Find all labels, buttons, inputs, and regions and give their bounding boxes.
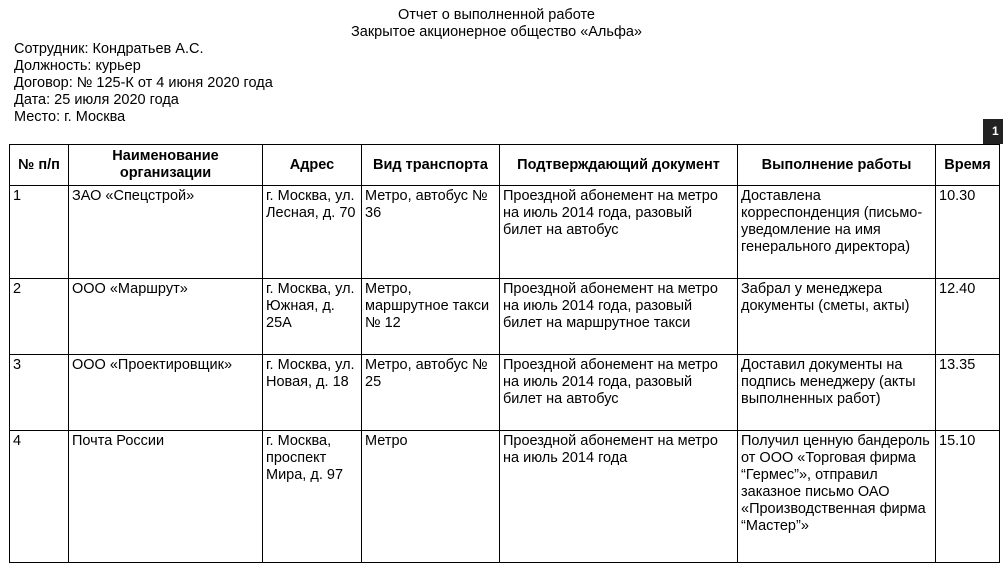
- cell-address: г. Москва, ул. Новая, д. 18: [263, 355, 362, 431]
- table-header-row: [10, 145, 1000, 186]
- cell-organization: ООО «Проектировщик»: [69, 355, 263, 431]
- cell-address: г. Москва, ул. Лесная, д. 70: [263, 186, 362, 279]
- header-transport: Вид транспорта: [362, 145, 500, 186]
- header-work: Выполнение работы: [738, 145, 936, 186]
- cell-document: Проездной абонемент на метро на июль 2014 года, разовый билет на маршрутное такси: [500, 279, 738, 355]
- cell-number: 3: [10, 355, 69, 431]
- cell-work: Получил ценную бандероль от ООО «Торговая фирма “Гермес”», отправил заказное письмо ОАО «Производственная фирма “Мастер”»: [738, 431, 936, 563]
- cell-time: 13.35: [936, 355, 1000, 431]
- place-line: Место: г. Москва: [14, 109, 126, 125]
- cell-number: 2: [10, 279, 69, 355]
- table-row: [10, 431, 1000, 563]
- cell-address: г. Москва, ул. Южная, д. 25А: [263, 279, 362, 355]
- cell-time: 12.40: [936, 279, 1000, 355]
- table-row: [10, 355, 1000, 431]
- cell-document: Проездной абонемент на метро на июль 2014 года, разовый билет на автобус: [500, 186, 738, 279]
- header-time: Время: [936, 145, 1000, 186]
- employee-line: Сотрудник: Кондратьев А.С.: [14, 41, 204, 57]
- cell-number: 1: [10, 186, 69, 279]
- cell-number: 4: [10, 431, 69, 563]
- cell-organization: Почта России: [69, 431, 263, 563]
- header-organization: Наименование организации: [69, 145, 263, 186]
- table-row: [10, 186, 1000, 279]
- header-document: Подтверждающий документ: [500, 145, 738, 186]
- cell-work: Доставил документы на подпись менеджеру (акты выполненных работ): [738, 355, 936, 431]
- cell-transport: Метро, автобус № 36: [362, 186, 500, 279]
- report-title: Отчет о выполненной работе: [397, 7, 595, 23]
- cell-transport: Метро, автобус № 25: [362, 355, 500, 431]
- cell-document: Проездной абонемент на метро на июль 2014 года, разовый билет на автобус: [500, 355, 738, 431]
- page-number-badge: 1: [983, 119, 1003, 144]
- cell-work: Доставлена корреспонденция (письмо-уведомление на имя генерального директора): [738, 186, 936, 279]
- cell-organization: ЗАО «Спецстрой»: [69, 186, 263, 279]
- work-report-table: [9, 144, 1000, 563]
- header-address: Адрес: [263, 145, 362, 186]
- position-line: Должность: курьер: [14, 58, 141, 74]
- cell-time: 10.30: [936, 186, 1000, 279]
- company-name: Закрытое акционерное общество «Альфа»: [351, 24, 642, 40]
- contract-line: Договор: № 125-К от 4 июня 2020 года: [14, 75, 273, 91]
- table-row: [10, 279, 1000, 355]
- cell-organization: ООО «Маршрут»: [69, 279, 263, 355]
- header-number: № п/п: [10, 145, 69, 186]
- cell-document: Проездной абонемент на метро на июль 2014 года: [500, 431, 738, 563]
- cell-transport: Метро: [362, 431, 500, 563]
- report-meta: [14, 41, 273, 126]
- cell-transport: Метро, маршрутное такси № 12: [362, 279, 500, 355]
- cell-address: г. Москва, проспект Мира, д. 97: [263, 431, 362, 563]
- cell-time: 15.10: [936, 431, 1000, 563]
- date-line: Дата: 25 июля 2020 года: [14, 92, 179, 108]
- cell-work: Забрал у менеджера документы (сметы, акты): [738, 279, 936, 355]
